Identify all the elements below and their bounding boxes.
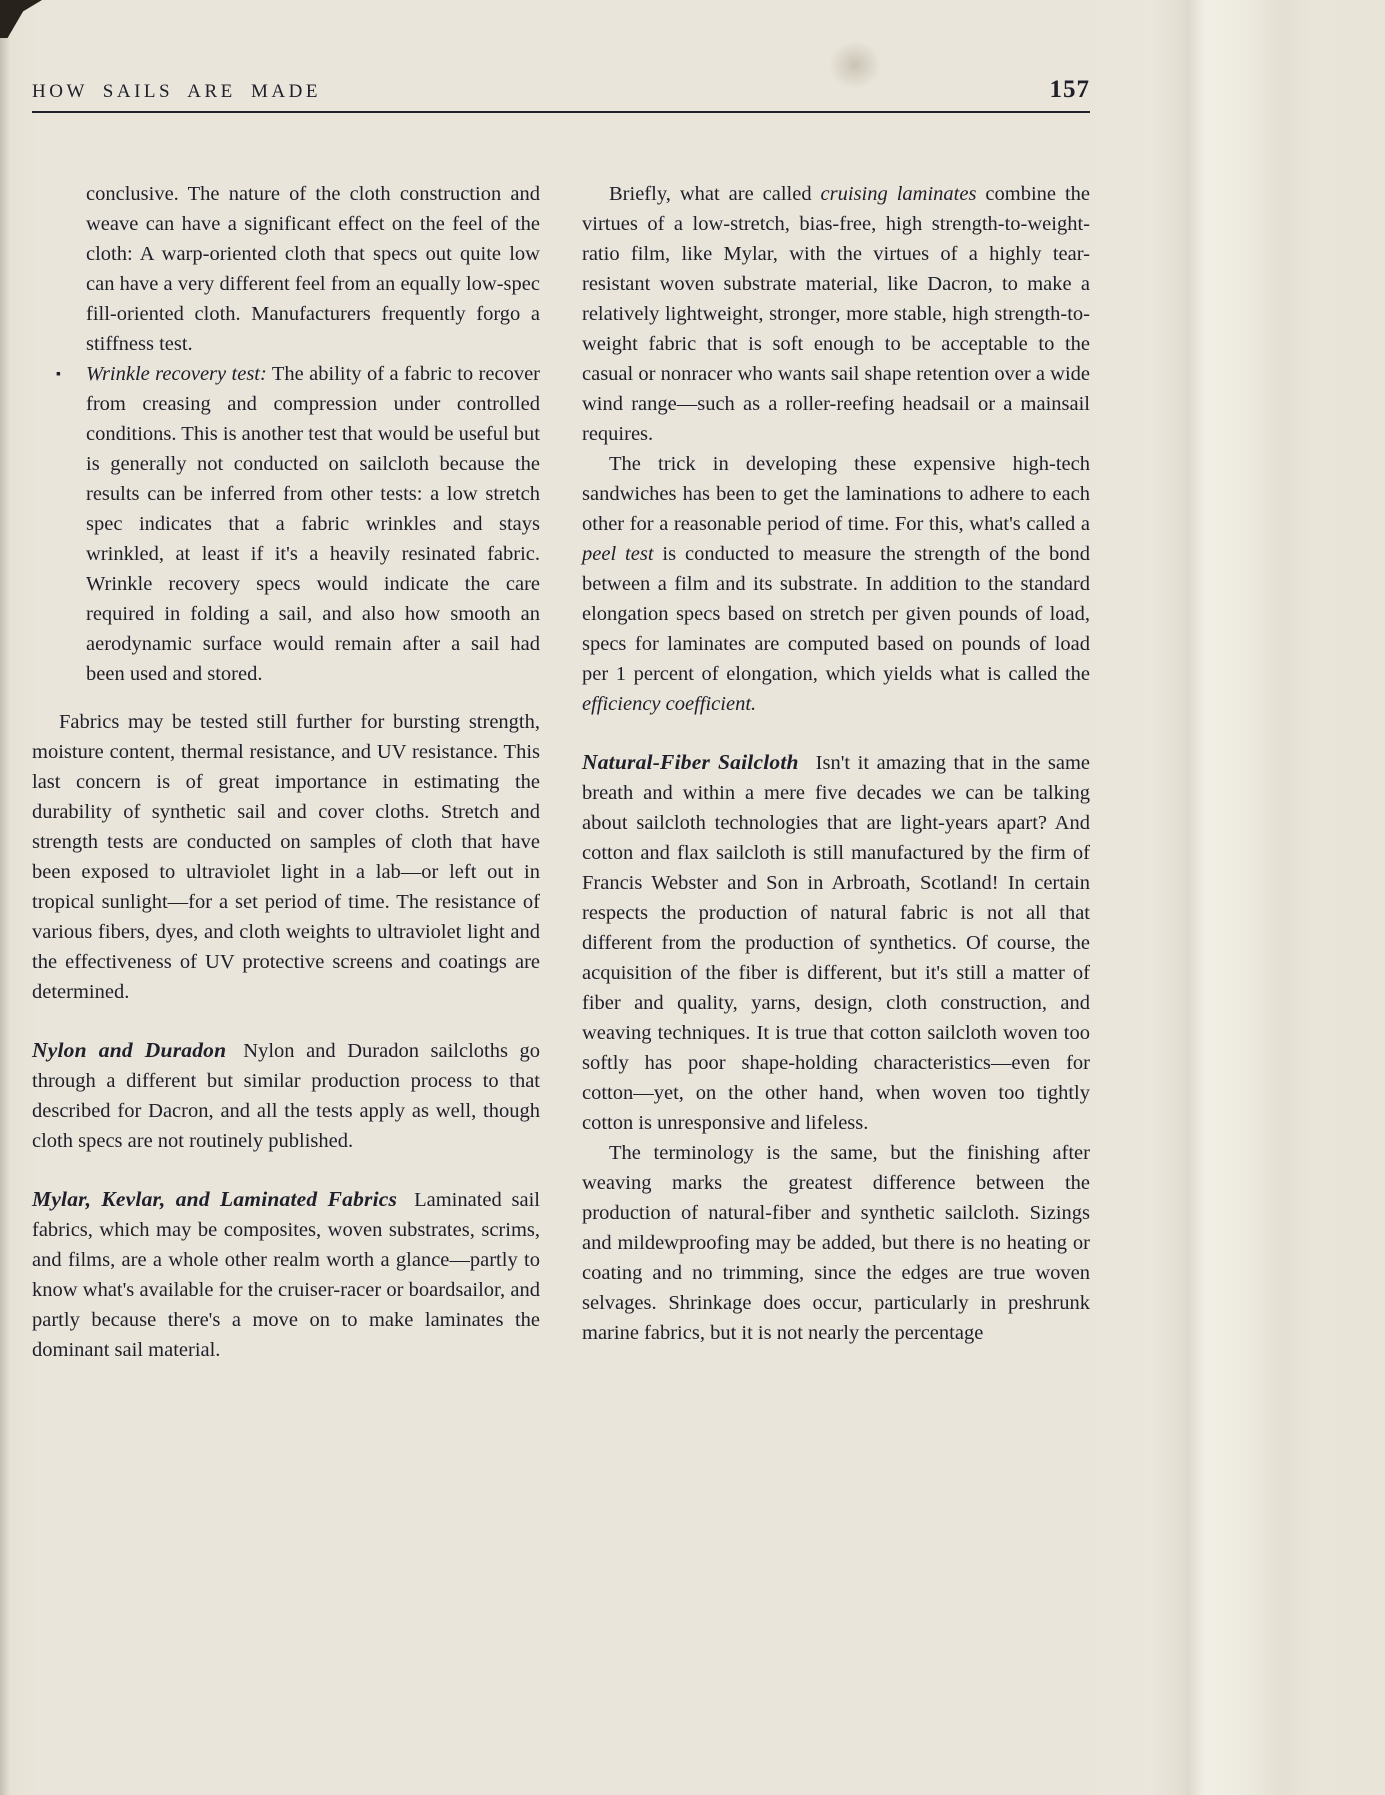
text-columns (32, 179, 1090, 1365)
italic-text: Wrinkle recovery test: (86, 363, 267, 385)
page-header (32, 76, 1090, 104)
right-column (582, 179, 1090, 1365)
body-text: Laminated sail fabrics, which may be composites, woven substrates, scrims, and films, are a whole other realm worth a glance—partly to know what's available for the cruiser-racer or boardsailor, and partly because there's a move on to make laminates the dominant sail material. (32, 1189, 541, 1361)
page-number: 157 (1049, 76, 1090, 103)
body-text: combine the virtues of a low-stretch, bias-free, high strength-to-weight-ratio film, like Mylar, with the virtues of a highly tear-resistant woven substrate material, like Dacron, to make a relatively lightweight, stronger, more stable, high strength-to-weight fabric that is soft enough to be acceptable to the casual or nonracer who wants sail shape retention over a wide wind range—such as a roller-reefing headsail or a mainsail requires. (582, 183, 1091, 445)
body-text: Nylon and Duradon sailcloths go through a different but similar production process to that described for Dacron, and all the tests apply as well, though cloth specs are not routinely published. (32, 1040, 541, 1152)
body-text: Briefly, what are called (609, 183, 821, 205)
italic-text: peel test (582, 543, 654, 565)
body-text: The ability of a fabric to recover from creasing and compression under controlled conditions. This is another test that would be useful but is generally not conducted on sailcloth because the results can be inferred from other tests: a low stretch spec indicates that a fabric wrinkles and stays wrinkled, at least if it's a heavily resinated fabric. Wrinkle recovery specs would indicate the care required in folding a sail, and also how smooth an aerodynamic surface would remain after a sail had been used and stored. (86, 363, 541, 685)
bullet-marker: ▪ (56, 367, 61, 382)
body-text: The terminology is the same, but the finishing after weaving marks the greatest difference between the production of natural-fiber and synthetic sailcloth. Sizings and mildewproofing may be added, but there is no heating or coating and no trimming, since the edges are true woven selvages. Shrinkage does occur, particularly in preshrunk marine fabrics, but it is not nearly the percentage (582, 1142, 1090, 1344)
body-text: Isn't it amazing that in the same breath and within a mere five decades we can be talking about sailcloth technologies that are light-years apart? And cotton and flax sailcloth is still manufactured by the firm of Francis Webster and Son in Arbroath, Scotland! In certain respects the production of natural fabric is not all that different from the production of synthetics. Of course, the acquisition of the fiber is different, but it's still a matter of fiber and quality, yarns, design, cloth construction, and weaving techniques. It is true that cotton sailcloth woven too softly has poor shape-holding characteristics—even for cotton—yet, on the other hand, when woven too tightly cotton is unresponsive and lifeless. (582, 752, 1090, 1134)
run-in-heading: Mylar, Kevlar, and Laminated Fabrics (32, 1187, 398, 1211)
section-paragraph (582, 747, 1090, 1138)
paragraph (582, 449, 1090, 719)
scan-right-crease (1150, 0, 1310, 1795)
header-rule (32, 111, 1090, 113)
paragraph (32, 707, 540, 1007)
section-paragraph (32, 1184, 540, 1365)
run-in-heading: Nylon and Duradon (32, 1038, 227, 1062)
body-text: is conducted to measure the strength of the bond between a film and its substrate. In addition to the standard elongation specs based on stretch per given pounds of load, specs for laminates are computed based on pounds of load per 1 percent of elongation, which yields what is called the (582, 543, 1090, 685)
body-text: Fabrics may be tested still further for bursting strength, moisture content, thermal resistance, and UV resistance. This last concern is of great importance in estimating the durability of synthetic sail and cover cloths. Stretch and strength tests are conducted on samples of cloth that have been exposed to ultraviolet light in a lab—or left out in tropical sunlight—for a set period of time. The resistance of various fibers, dyes, and cloth weights to ultraviolet light and the effectiveness of UV protective screens and coatings are determined. (32, 711, 540, 1003)
paragraph (582, 1138, 1090, 1348)
running-title: HOW SAILS ARE MADE (32, 81, 321, 102)
continuation-paragraph (86, 179, 540, 359)
body-text: conclusive. The nature of the cloth construction and weave can have a significant effect on the feel of the cloth: A warp-oriented cloth that specs out quite low can have a very different feel from an equally low-spec fill-oriented cloth. Manufacturers frequently forgo a stiffness test. (86, 183, 540, 355)
scan-left-edge-shadow (0, 0, 10, 1795)
page-content (32, 76, 1090, 1365)
left-column (32, 179, 540, 1365)
bullet-item (56, 359, 541, 689)
paragraph (582, 179, 1090, 449)
italic-text: cruising laminates (820, 183, 977, 205)
section-paragraph (32, 1035, 540, 1156)
italic-text: efficiency coefficient. (582, 693, 757, 715)
run-in-heading: Natural-Fiber Sailcloth (582, 750, 799, 774)
body-text: The trick in developing these expensive high-tech sandwiches has been to get the laminations to adhere to each other for a reasonable period of time. For this, what's called a (582, 453, 1090, 535)
